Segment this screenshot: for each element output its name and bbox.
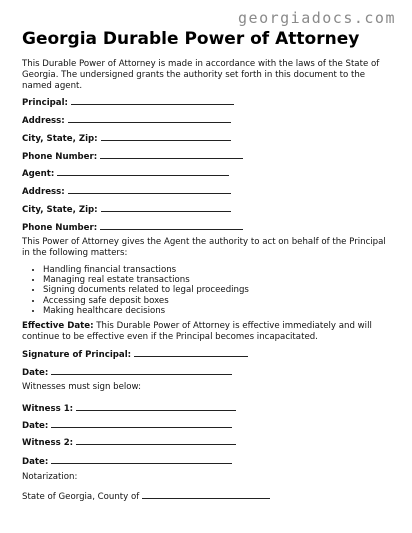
witness2-label: Witness 2: (22, 438, 74, 448)
agent-phone-line[interactable] (100, 221, 243, 230)
witness2-field[interactable] (22, 436, 236, 449)
document-title: Georgia Durable Power of Attorney (22, 29, 360, 49)
intro-paragraph: This Durable Power of Attorney is made in accordance with the laws of the State of Georgia. The undersigned grants the authority set forth in this document to the named agent. (22, 59, 380, 91)
principal-date-line[interactable] (51, 366, 232, 375)
witness-instruction: Witnesses must sign below: (22, 382, 141, 392)
agent-address-line[interactable] (68, 185, 231, 194)
powers-list (22, 265, 249, 316)
effective-date-paragraph (22, 321, 392, 343)
principal-signature-line[interactable] (134, 348, 248, 357)
witness1-field[interactable] (22, 402, 236, 415)
county-label: State of Georgia, County of (22, 492, 140, 502)
effective-date-text: This Durable Power of Attorney is effective immediately and will continue to be effective even if the Principal becomes incapacitated. (22, 321, 372, 342)
agent-name-field[interactable] (22, 167, 229, 180)
witness1-date-line[interactable] (51, 419, 232, 428)
witness1-date-label: Date: (22, 421, 49, 431)
witness1-date-field[interactable] (22, 419, 232, 432)
authority-paragraph: This Power of Attorney gives the Agent the authority to act on behalf of the Principal in the following matters: (22, 237, 386, 258)
power-item: • Handling financial transactions (43, 265, 249, 275)
principal-city-label: City, State, Zip: (22, 134, 98, 144)
agent-phone-label: Phone Number: (22, 223, 98, 233)
witness2-line[interactable] (76, 436, 236, 445)
effective-date-label: Effective Date: (22, 321, 94, 331)
witness2-date-field[interactable] (22, 455, 232, 468)
principal-phone-label: Phone Number: (22, 152, 98, 162)
principal-name-label: Principal: (22, 98, 68, 108)
power-item: • Signing documents related to legal proceedings (43, 285, 249, 295)
principal-date-field[interactable] (22, 366, 232, 379)
agent-address-field[interactable] (22, 185, 231, 198)
notarization-heading: Notarization: (22, 472, 78, 482)
principal-signature-field[interactable] (22, 348, 248, 361)
county-field[interactable] (22, 490, 270, 503)
witness2-date-line[interactable] (51, 455, 232, 464)
witness1-label: Witness 1: (22, 404, 74, 414)
agent-name-label: Agent: (22, 169, 55, 179)
agent-city-label: City, State, Zip: (22, 205, 98, 215)
county-line[interactable] (142, 490, 270, 499)
agent-city-line[interactable] (101, 203, 231, 212)
principal-city-line[interactable] (101, 132, 231, 141)
site-watermark: georgiadocs.com (238, 9, 396, 27)
power-item: • Making healthcare decisions (43, 306, 249, 316)
agent-city-field[interactable] (22, 203, 231, 216)
witness2-date-label: Date: (22, 457, 49, 467)
principal-address-line[interactable] (68, 114, 231, 123)
agent-address-label: Address: (22, 187, 65, 197)
principal-date-label: Date: (22, 368, 49, 378)
principal-phone-line[interactable] (100, 150, 243, 159)
power-item: • Managing real estate transactions (43, 275, 249, 285)
principal-address-field[interactable] (22, 114, 231, 127)
principal-signature-label: Signature of Principal: (22, 350, 132, 360)
principal-address-label: Address: (22, 116, 65, 126)
agent-phone-field[interactable] (22, 221, 243, 234)
principal-phone-field[interactable] (22, 150, 243, 163)
agent-name-line[interactable] (57, 167, 229, 176)
principal-name-field[interactable] (22, 96, 234, 109)
principal-name-line[interactable] (71, 96, 234, 105)
power-item: • Accessing safe deposit boxes (43, 296, 249, 306)
witness1-line[interactable] (76, 402, 236, 411)
principal-city-field[interactable] (22, 132, 231, 145)
